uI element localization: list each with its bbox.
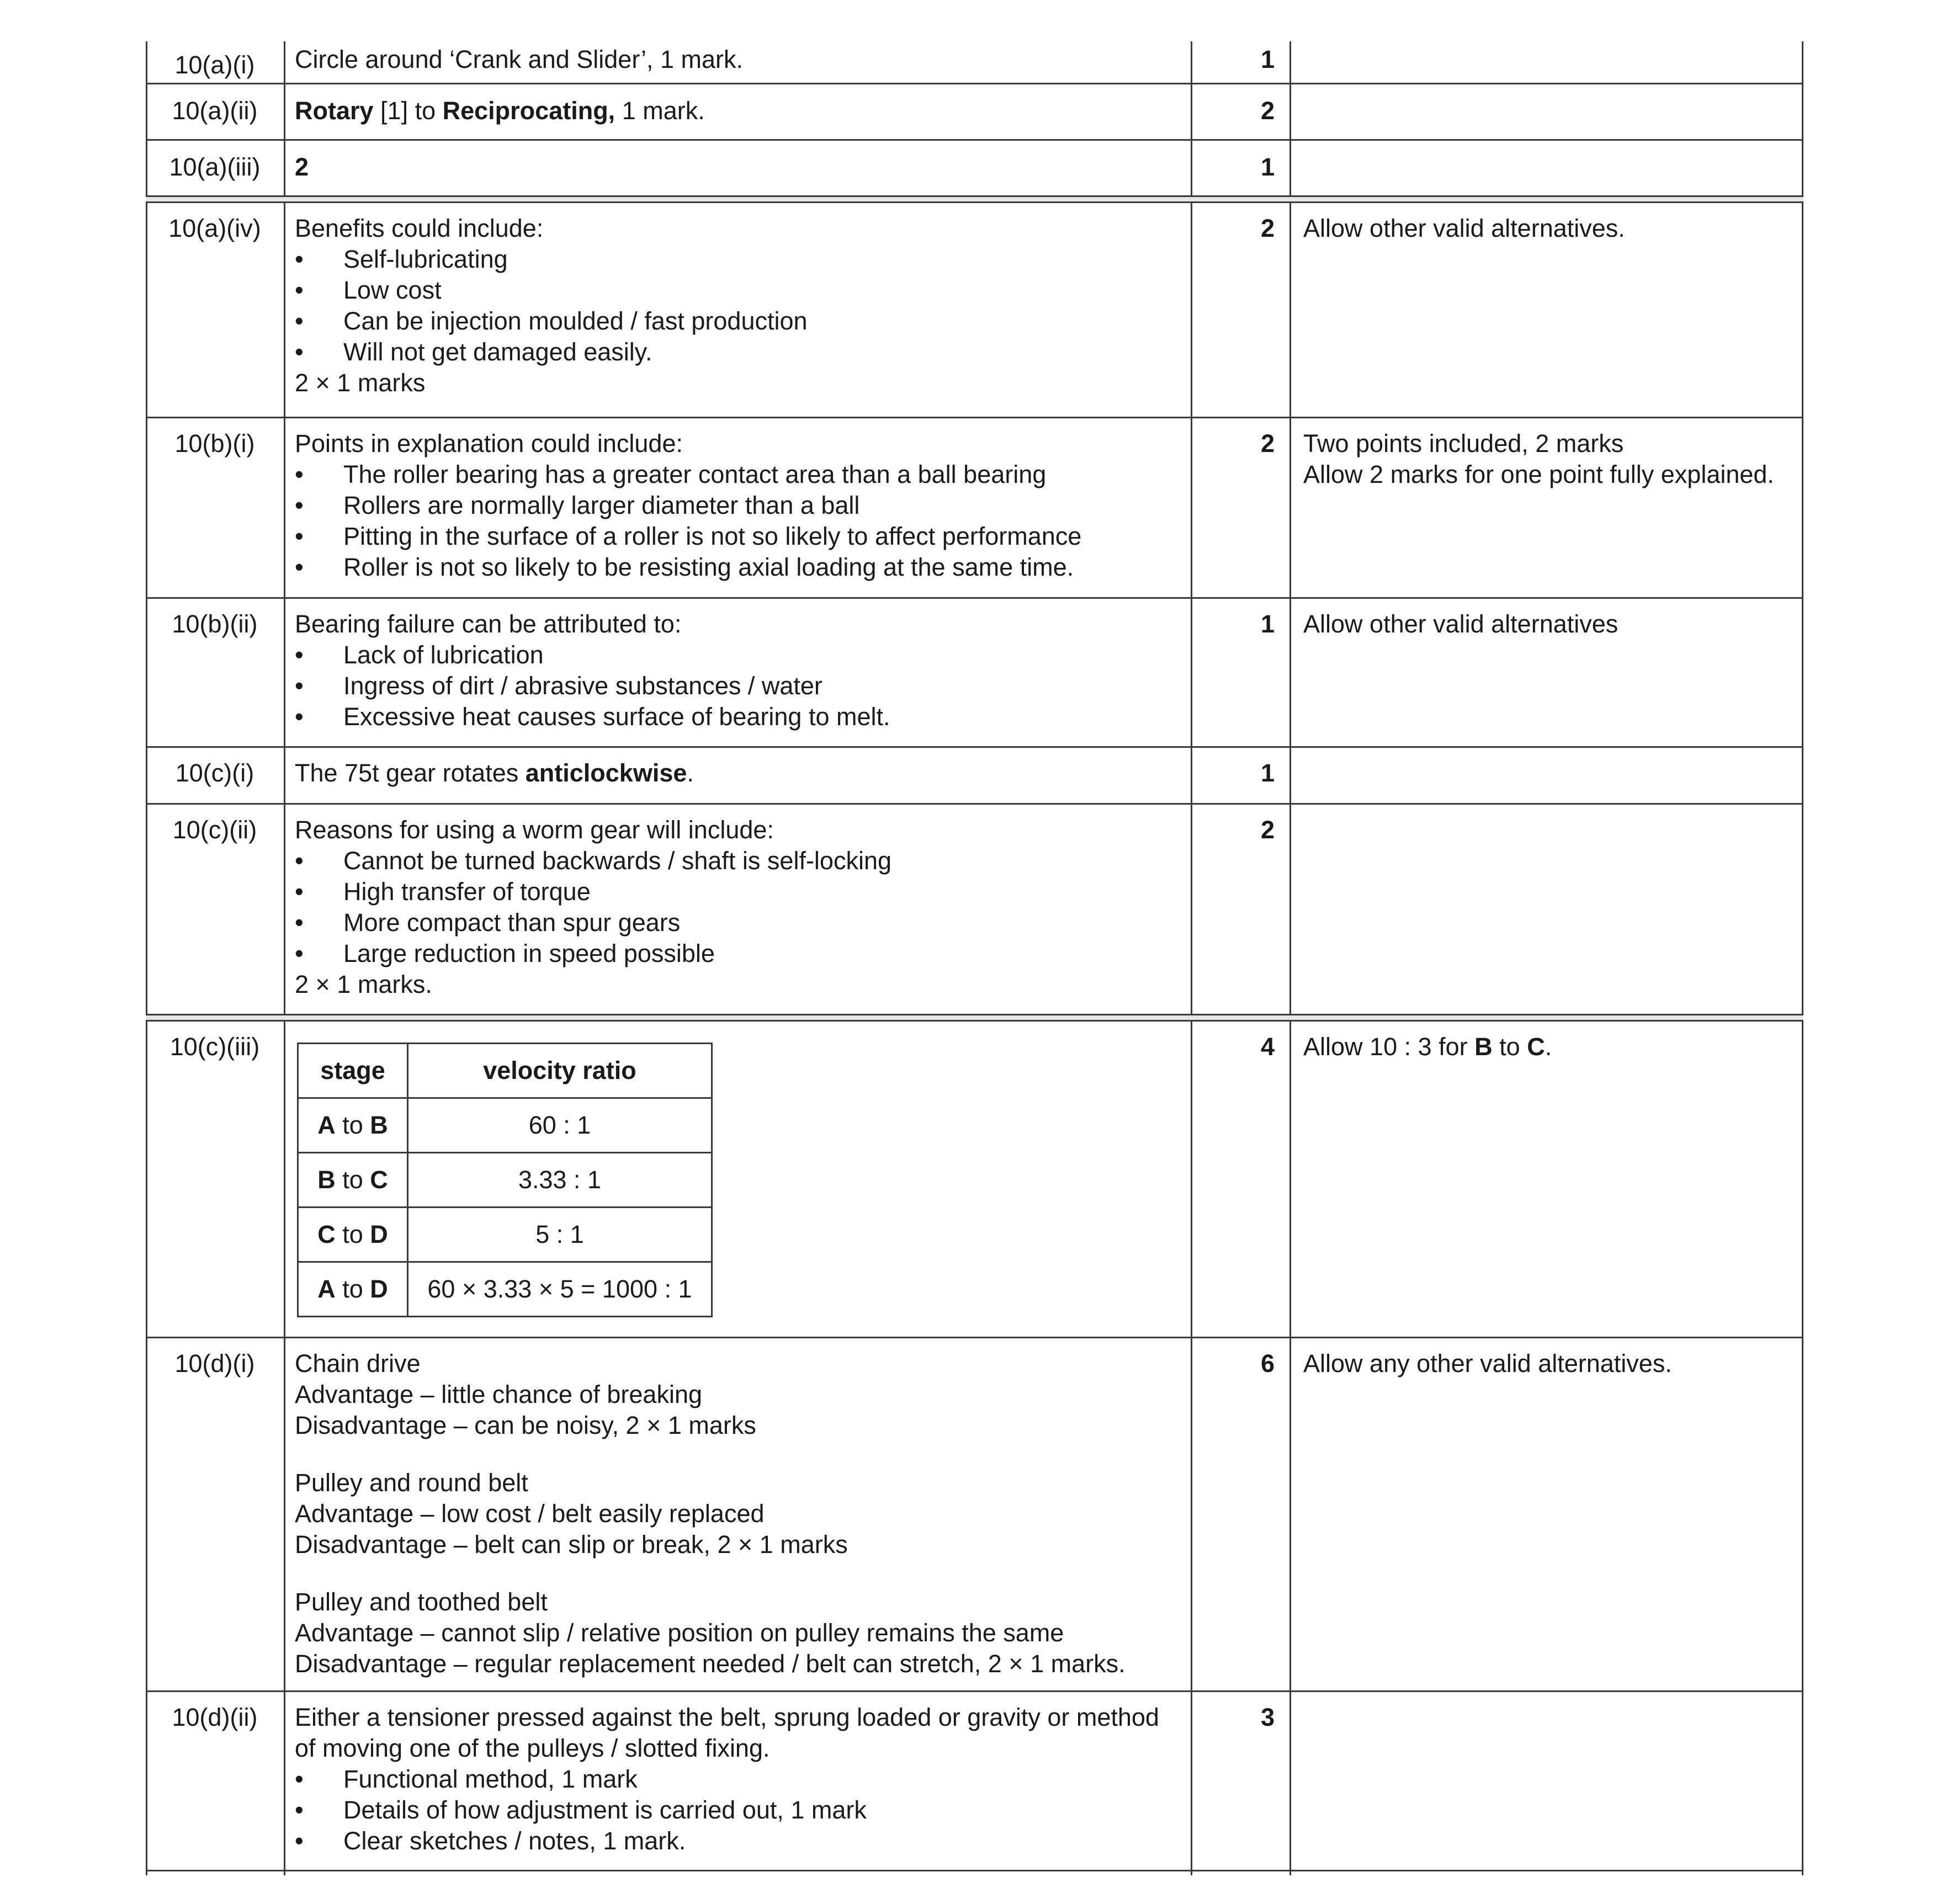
bullet-item: • Rollers are normally larger diameter than a ball: [295, 490, 1190, 521]
table-row: [298, 1153, 712, 1208]
stage-connector: to: [335, 1220, 370, 1248]
guidance-bold: C: [1527, 1033, 1545, 1061]
answer-line: Disadvantage – can be noisy, 2 × 1 marks: [295, 1411, 756, 1439]
marks: 2: [1260, 429, 1275, 458]
stage-cell: [298, 1262, 408, 1317]
stage-connector: to: [335, 1275, 370, 1303]
guidance-line: .: [1545, 1033, 1552, 1061]
bullet-item: • The roller bearing has a greater contact area than a ball bearing: [295, 459, 1190, 490]
guidance: [1291, 84, 1802, 139]
answer-bold: Reciprocating,: [442, 97, 615, 125]
answer-line: Circle around ‘Crank and Slider’, 1 mark.: [295, 45, 743, 73]
answer-line: The 75t gear rotates: [295, 759, 526, 787]
answer-intro: Reasons for using a worm gear will include:: [295, 816, 774, 844]
ratio-cell: 60 × 3.33 × 5 = 1000 : 1: [408, 1262, 712, 1317]
guidance: Allow other valid alternatives: [1303, 610, 1618, 638]
bullet-item: • Large reduction in speed possible: [295, 938, 1190, 969]
bullet-item: • Ingress of dirt / abrasive substances / water: [295, 671, 1190, 701]
stage-to: D: [370, 1275, 388, 1303]
mark-scheme-row: [0, 141, 1937, 195]
mark-scheme-row: [0, 748, 1937, 803]
answer-line: 1 mark.: [615, 97, 705, 125]
guidance-line: Allow 10 : 3 for: [1303, 1033, 1475, 1061]
answer-line: Advantage – low cost / belt easily replaced: [295, 1499, 765, 1528]
answer-line: Chain drive: [295, 1349, 421, 1378]
stage-to: D: [370, 1220, 388, 1248]
question-number: 10(d)(i): [174, 1349, 255, 1378]
velocity-ratio-table: [297, 1043, 713, 1317]
answer-text: [285, 40, 1190, 83]
answer-text: [285, 141, 1190, 195]
mark-scheme-row: [0, 418, 1937, 597]
stage-cell: [298, 1153, 408, 1208]
mark-scheme-row: [0, 1692, 1937, 1870]
answer-text: [285, 203, 1190, 417]
guidance: [1291, 40, 1802, 83]
marks: 2: [1260, 816, 1275, 844]
question-number: 10(c)(i): [175, 759, 254, 787]
mark-scheme-row: [0, 805, 1937, 1014]
question-number: 10(b)(ii): [172, 610, 258, 638]
question-number: 10(c)(ii): [172, 816, 257, 844]
answer-intro: Either a tensioner pressed against the belt, sprung loaded or gravity or method: [295, 1703, 1159, 1731]
bullet-item: • Details of how adjustment is carried out, 1 mark: [295, 1795, 1190, 1826]
answer-outro: 2 × 1 marks: [295, 369, 426, 397]
bullet-item: • High transfer of torque: [295, 876, 1190, 907]
answer-line: [1] to: [373, 97, 443, 125]
guidance-line: Two points included, 2 marks: [1303, 429, 1624, 458]
stage-connector: to: [335, 1166, 370, 1194]
answer-text: [285, 1692, 1190, 1870]
answer-line: Pulley and toothed belt: [295, 1588, 548, 1616]
marks: 6: [1260, 1349, 1275, 1378]
column-header: [298, 1044, 408, 1098]
section-divider: [146, 1014, 1803, 1022]
stage-to: C: [370, 1166, 388, 1194]
answer-block: [295, 1587, 1190, 1679]
answer-intro: Bearing failure can be attributed to:: [295, 610, 682, 638]
mark-scheme-row: [0, 1022, 1937, 1337]
row-divider: [146, 1870, 1803, 1871]
ratio-cell: 60 : 1: [408, 1098, 712, 1153]
bullet-item: • Can be injection moulded / fast production: [295, 306, 1190, 337]
column-header-text: velocity ratio: [483, 1056, 636, 1084]
marks: 3: [1260, 1703, 1275, 1731]
stage-connector: to: [335, 1111, 370, 1139]
bullet-item: • Pitting in the surface of a roller is not so likely to affect performance: [295, 521, 1190, 552]
answer-line: Advantage – cannot slip / relative position on pulley remains the same: [295, 1619, 1064, 1647]
guidance: [1291, 1022, 1802, 1337]
question-number: 10(a)(i): [174, 51, 255, 79]
answer-text: [285, 748, 1190, 803]
mark-scheme-row: [0, 203, 1937, 417]
bullet-item: • Will not get damaged easily.: [295, 337, 1190, 368]
question-number: 10(a)(iii): [169, 153, 261, 181]
answer-intro: Benefits could include:: [295, 214, 544, 242]
answer-block: [295, 1467, 1190, 1560]
answer-line: .: [687, 759, 694, 787]
answer-text: [285, 599, 1190, 746]
answer-outro: 2 × 1 marks.: [295, 970, 432, 998]
marks: 1: [1260, 153, 1275, 181]
mark-scheme-row: [0, 599, 1937, 746]
answer-block: [295, 1348, 1190, 1441]
guidance-line: to: [1492, 1033, 1527, 1061]
guidance: [1291, 748, 1802, 803]
guidance-bold: B: [1474, 1033, 1493, 1061]
table-row: [298, 1208, 712, 1262]
mark-scheme-row: [0, 84, 1937, 139]
guidance-line: Allow 2 marks for one point fully explained.: [1303, 460, 1774, 488]
marks: 2: [1260, 214, 1275, 242]
question-number: 10(a)(iv): [168, 214, 261, 242]
marks: 1: [1260, 759, 1275, 787]
section-divider: [146, 195, 1803, 203]
answer-bold: 2: [295, 153, 309, 181]
bullet-item: • Clear sketches / notes, 1 mark.: [295, 1826, 1190, 1857]
answer-line: Pulley and round belt: [295, 1469, 528, 1497]
guidance: [1291, 418, 1802, 597]
column-header-text: stage: [320, 1056, 385, 1084]
answer-text: [285, 84, 1190, 139]
stage-from: B: [317, 1166, 336, 1194]
question-number: 10(b)(i): [174, 429, 255, 458]
guidance: Allow other valid alternatives.: [1303, 214, 1625, 242]
column-header: [408, 1044, 712, 1098]
bullet-item: • Excessive heat causes surface of bearing to melt.: [295, 701, 1190, 732]
guidance: [1291, 805, 1802, 1014]
question-number: 10(c)(iii): [169, 1033, 260, 1061]
table-header-row: [298, 1044, 712, 1098]
mark-scheme-row: [0, 40, 1937, 83]
ratio-cell: 3.33 : 1: [408, 1153, 712, 1208]
answer-intro: Points in explanation could include:: [295, 429, 683, 458]
bullet-item: • Roller is not so likely to be resisting axial loading at the same time.: [295, 552, 1190, 583]
bullet-item: • Self-lubricating: [295, 244, 1190, 275]
guidance: [1291, 1692, 1802, 1870]
ratio-cell: 5 : 1: [408, 1208, 712, 1262]
stage-from: A: [317, 1275, 336, 1303]
stage-to: B: [370, 1111, 388, 1139]
answer-text: [285, 1338, 1190, 1690]
marks: 2: [1260, 97, 1275, 125]
bullet-item: • Lack of lubrication: [295, 640, 1190, 671]
marks: 1: [1260, 45, 1275, 73]
answer-bold: anticlockwise: [525, 759, 687, 787]
answer-line: Disadvantage – regular replacement needed / belt can stretch, 2 × 1 marks.: [295, 1650, 1126, 1678]
question-number: 10(a)(ii): [172, 97, 258, 125]
guidance: [1291, 141, 1802, 195]
stage-from: A: [317, 1111, 336, 1139]
bullet-item: • More compact than spur gears: [295, 907, 1190, 938]
table-row: [298, 1262, 712, 1317]
bullet-item: • Low cost: [295, 275, 1190, 306]
stage-cell: [298, 1098, 408, 1153]
bullet-item: • Cannot be turned backwards / shaft is self-locking: [295, 845, 1190, 876]
question-number: 10(d)(ii): [172, 1703, 258, 1731]
answer-text: [285, 805, 1190, 1014]
marks: 1: [1260, 610, 1275, 638]
answer-line: Advantage – little chance of breaking: [295, 1380, 702, 1408]
answer-intro: of moving one of the pulleys / slotted fixing.: [295, 1734, 770, 1762]
marks: 4: [1260, 1033, 1275, 1061]
table-row: [298, 1098, 712, 1153]
answer-text: [285, 1022, 1190, 1337]
answer-bold: Rotary: [295, 97, 374, 125]
mark-scheme-row: [0, 1338, 1937, 1690]
answer-text: [285, 418, 1190, 597]
stage-cell: [298, 1208, 408, 1262]
guidance: Allow any other valid alternatives.: [1303, 1349, 1672, 1378]
bullet-item: • Functional method, 1 mark: [295, 1764, 1190, 1795]
stage-from: C: [317, 1220, 336, 1248]
answer-line: Disadvantage – belt can slip or break, 2 × 1 marks: [295, 1530, 848, 1559]
